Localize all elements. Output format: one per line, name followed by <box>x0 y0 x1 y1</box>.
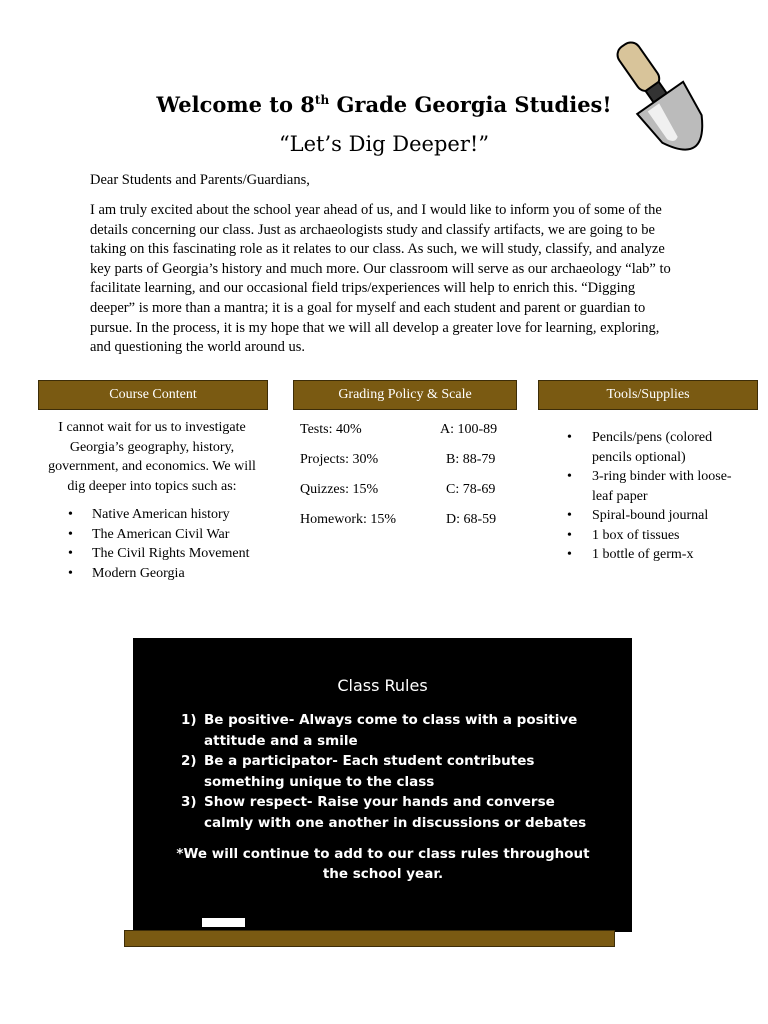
supplies-list <box>545 428 735 565</box>
list-item: • Modern Georgia <box>38 564 266 584</box>
rules-title: Class Rules <box>337 676 428 695</box>
list-item: • 1 bottle of germ-x <box>545 545 735 565</box>
topics-list <box>38 505 266 583</box>
rule-number: 3) <box>181 794 197 810</box>
grade-category: Quizzes: 15% <box>300 482 379 497</box>
rule-text: Be a participator- Each student contributes something unique to the class <box>204 753 535 790</box>
rule-number: 1) <box>181 712 197 728</box>
grade-scale: C: 78-69 <box>446 482 496 497</box>
grade-row <box>300 512 510 542</box>
grade-row <box>300 422 510 452</box>
rule-item <box>181 710 601 751</box>
greeting: Dear Students and Parents/Guardians, <box>90 172 310 188</box>
chalkboard-ledge <box>124 930 615 947</box>
list-item: • 3-ring binder with loose-leaf paper <box>545 467 735 506</box>
page-subtitle: “Let’s Dig Deeper!” <box>278 132 490 156</box>
chalk-piece <box>202 918 245 927</box>
list-item: • 1 box of tissues <box>545 526 735 546</box>
rules-list <box>181 710 601 833</box>
rule-number: 2) <box>181 753 197 769</box>
rule-item <box>181 751 601 792</box>
list-item: • Pencils/pens (colored pencils optional) <box>545 428 735 467</box>
grade-row <box>300 482 510 512</box>
course-intro: I cannot wait for us to investigate Georgia’s geography, history, government, and economics. We will dig deeper into topics such as: <box>48 420 256 494</box>
course-content-section <box>38 418 266 583</box>
supplies-section <box>545 428 735 565</box>
grade-scale: A: 100-89 <box>440 422 498 437</box>
grade-scale: D: 68-59 <box>446 512 497 527</box>
grade-category: Homework: 15% <box>300 512 397 527</box>
grading-header: Grading Policy & Scale <box>293 380 517 410</box>
list-item: • Native American history <box>38 505 266 525</box>
grade-category: Tests: 40% <box>300 422 362 437</box>
list-item: • The Civil Rights Movement <box>38 544 266 564</box>
rules-note: *We will continue to add to our class rules throughout the school year. <box>176 846 590 882</box>
rule-text: Show respect- Raise your hands and converse calmly with one another in discussions or debates <box>204 794 587 831</box>
letter-body: I am truly excited about the school year ahead of us, and I would like to inform you of some of the details concerning our class. Just as archaeologists study and classify artifacts, we are going to be taking on this fascinating role as it relates to our class. As such, we will study, classify, and analyze key parts of Georgia’s history and much more. Our classroom will serve as our archaeology “lab” to facilitate learning, and our occasional field trips/experiences will help to enrich this. “Digging deeper” is more than a mantra; it is a goal for myself and each student and parent or guardian to pursue. In the process, it is my hope that we will all develop a greater love for learning, exploring, and questioning the world around us. <box>90 202 671 356</box>
page-title: Welcome to 8th Grade Georgia Studies! <box>156 92 612 117</box>
supplies-header: Tools/Supplies <box>538 380 758 410</box>
grade-row <box>300 452 510 482</box>
list-item: • Spiral-bound journal <box>545 506 735 526</box>
rule-item <box>181 792 601 833</box>
rule-text: Be positive- Always come to class with a positive attitude and a smile <box>204 712 578 749</box>
chalkboard <box>133 638 632 932</box>
grade-category: Projects: 30% <box>300 452 379 467</box>
list-item: • The American Civil War <box>38 525 266 545</box>
grading-section <box>300 422 510 542</box>
trowel-icon <box>590 38 740 168</box>
course-content-header: Course Content <box>38 380 268 410</box>
grade-scale: B: 88-79 <box>446 452 496 467</box>
